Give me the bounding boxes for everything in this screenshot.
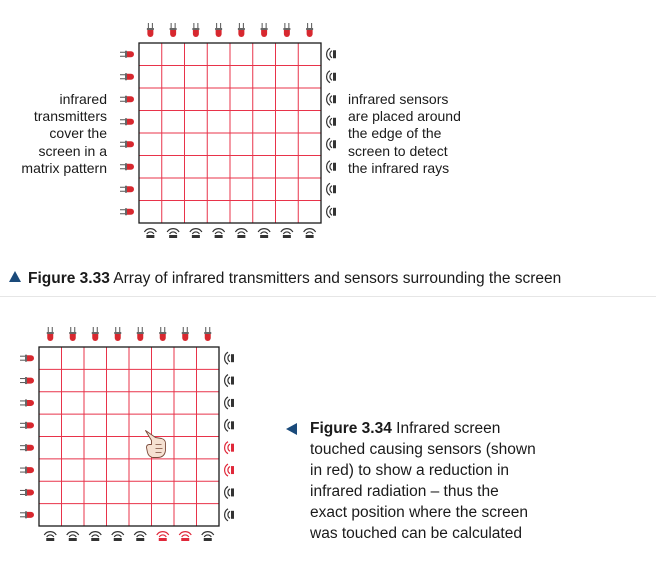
infrared-sensor-icon (235, 229, 247, 238)
infrared-led-icon (20, 377, 34, 384)
caption-text-line: was touched can be calculated (310, 525, 522, 542)
infrared-sensor-icon (327, 138, 336, 150)
infrared-led-icon (20, 355, 34, 362)
infrared-sensor-icon (304, 229, 316, 238)
infrared-sensor-icon (258, 229, 270, 238)
infrared-sensor-icon (327, 183, 336, 195)
infrared-led-icon (215, 23, 222, 37)
infrared-sensor-icon (112, 532, 124, 541)
transmitters-label (21, 91, 107, 177)
infrared-sensor-icon (327, 206, 336, 218)
infrared-sensor-icon (327, 71, 336, 83)
figure-number: Figure 3.34 (310, 420, 392, 437)
infrared-sensor-icon (225, 419, 234, 431)
infrared-sensor-icon (327, 161, 336, 173)
infrared-sensor-icon (225, 397, 234, 409)
caption-text-line: Infrared screen (396, 420, 501, 437)
infrared-sensor-icon (167, 229, 179, 238)
infrared-led-icon (120, 163, 134, 170)
infrared-led-icon (170, 23, 177, 37)
infrared-led-icon (20, 467, 34, 474)
infrared-led-icon (20, 422, 34, 429)
infrared-led-icon (20, 511, 34, 518)
transmitters-label-line: cover the (49, 125, 107, 142)
infrared-led-icon (283, 23, 290, 37)
transmitters-label-line: transmitters (33, 108, 107, 125)
sensors-label-line: are placed around (348, 108, 461, 125)
caption-text-line: touched causing sensors (shown (310, 441, 536, 458)
infrared-led-icon (182, 327, 189, 341)
infrared-sensor-icon (225, 486, 234, 498)
infrared-led-icon (306, 23, 313, 37)
sensors-label-line: screen to detect (348, 142, 448, 159)
sensors-label-line: the edge of the (348, 125, 442, 142)
infrared-led-icon (120, 141, 134, 148)
infrared-led-icon (20, 444, 34, 451)
figure-number: Figure 3.33 (28, 270, 110, 287)
infrared-led-icon (120, 208, 134, 215)
infrared-led-icon (159, 327, 166, 341)
infrared-sensor-icon (157, 532, 169, 541)
infrared-led-icon (120, 73, 134, 80)
caption-text-line: infrared radiation – thus the (310, 483, 499, 500)
infrared-sensor-icon (225, 352, 234, 364)
infrared-sensor-icon (281, 229, 293, 238)
infrared-led-icon (204, 327, 211, 341)
infrared-sensor-icon (225, 509, 234, 521)
infrared-sensor-icon (67, 532, 79, 541)
transmitters-label-line: matrix pattern (21, 159, 107, 176)
caption-text-line: in red) to show a reduction in (310, 462, 510, 479)
figure-caption (286, 418, 536, 544)
infrared-led-icon (20, 399, 34, 406)
infrared-led-icon (69, 327, 76, 341)
transmitters-label-line: screen in a (38, 142, 107, 159)
infrared-sensor-icon (44, 532, 56, 541)
infrared-led-icon (120, 118, 134, 125)
infrared-sensor-icon (213, 229, 225, 238)
infrared-led-icon (120, 51, 134, 58)
caption-triangle-icon (286, 423, 297, 435)
infrared-sensor-icon (327, 48, 336, 60)
infrared-sensor-icon (179, 532, 191, 541)
caption-text: Array of infrared transmitters and sensors surrounding the screen (113, 270, 562, 287)
infrared-led-icon (261, 23, 268, 37)
infrared-led-icon (20, 489, 34, 496)
infrared-sensor-icon (327, 116, 336, 128)
caption-triangle-icon (9, 271, 21, 282)
infrared-led-icon (47, 327, 54, 341)
infrared-sensor-icon (225, 375, 234, 387)
infrared-led-icon (92, 327, 99, 341)
infrared-led-icon (238, 23, 245, 37)
infrared-led-icon (120, 96, 134, 103)
infrared-led-icon (114, 327, 121, 341)
infrared-led-icon (192, 23, 199, 37)
caption-text-line: exact position where the screen (310, 504, 528, 521)
infrared-sensor-icon (134, 532, 146, 541)
sensors-label-line: infrared sensors (348, 91, 449, 107)
pointing-hand-icon (146, 431, 166, 458)
infrared-sensor-icon (202, 532, 214, 541)
infrared-sensor-icon (225, 442, 234, 454)
transmitters-label-line: infrared (59, 91, 107, 107)
infrared-sensor-icon (144, 229, 156, 238)
infrared-sensor-icon (327, 93, 336, 105)
sensors-label (348, 91, 461, 177)
infrared-led-icon (147, 23, 154, 37)
infrared-led-icon (137, 327, 144, 341)
infrared-sensor-icon (190, 229, 202, 238)
sensors-label-line: the infrared rays (348, 159, 450, 176)
infrared-sensor-icon (225, 464, 234, 476)
infrared-led-icon (120, 186, 134, 193)
figure-caption (9, 268, 561, 289)
infrared-sensor-icon (89, 532, 101, 541)
